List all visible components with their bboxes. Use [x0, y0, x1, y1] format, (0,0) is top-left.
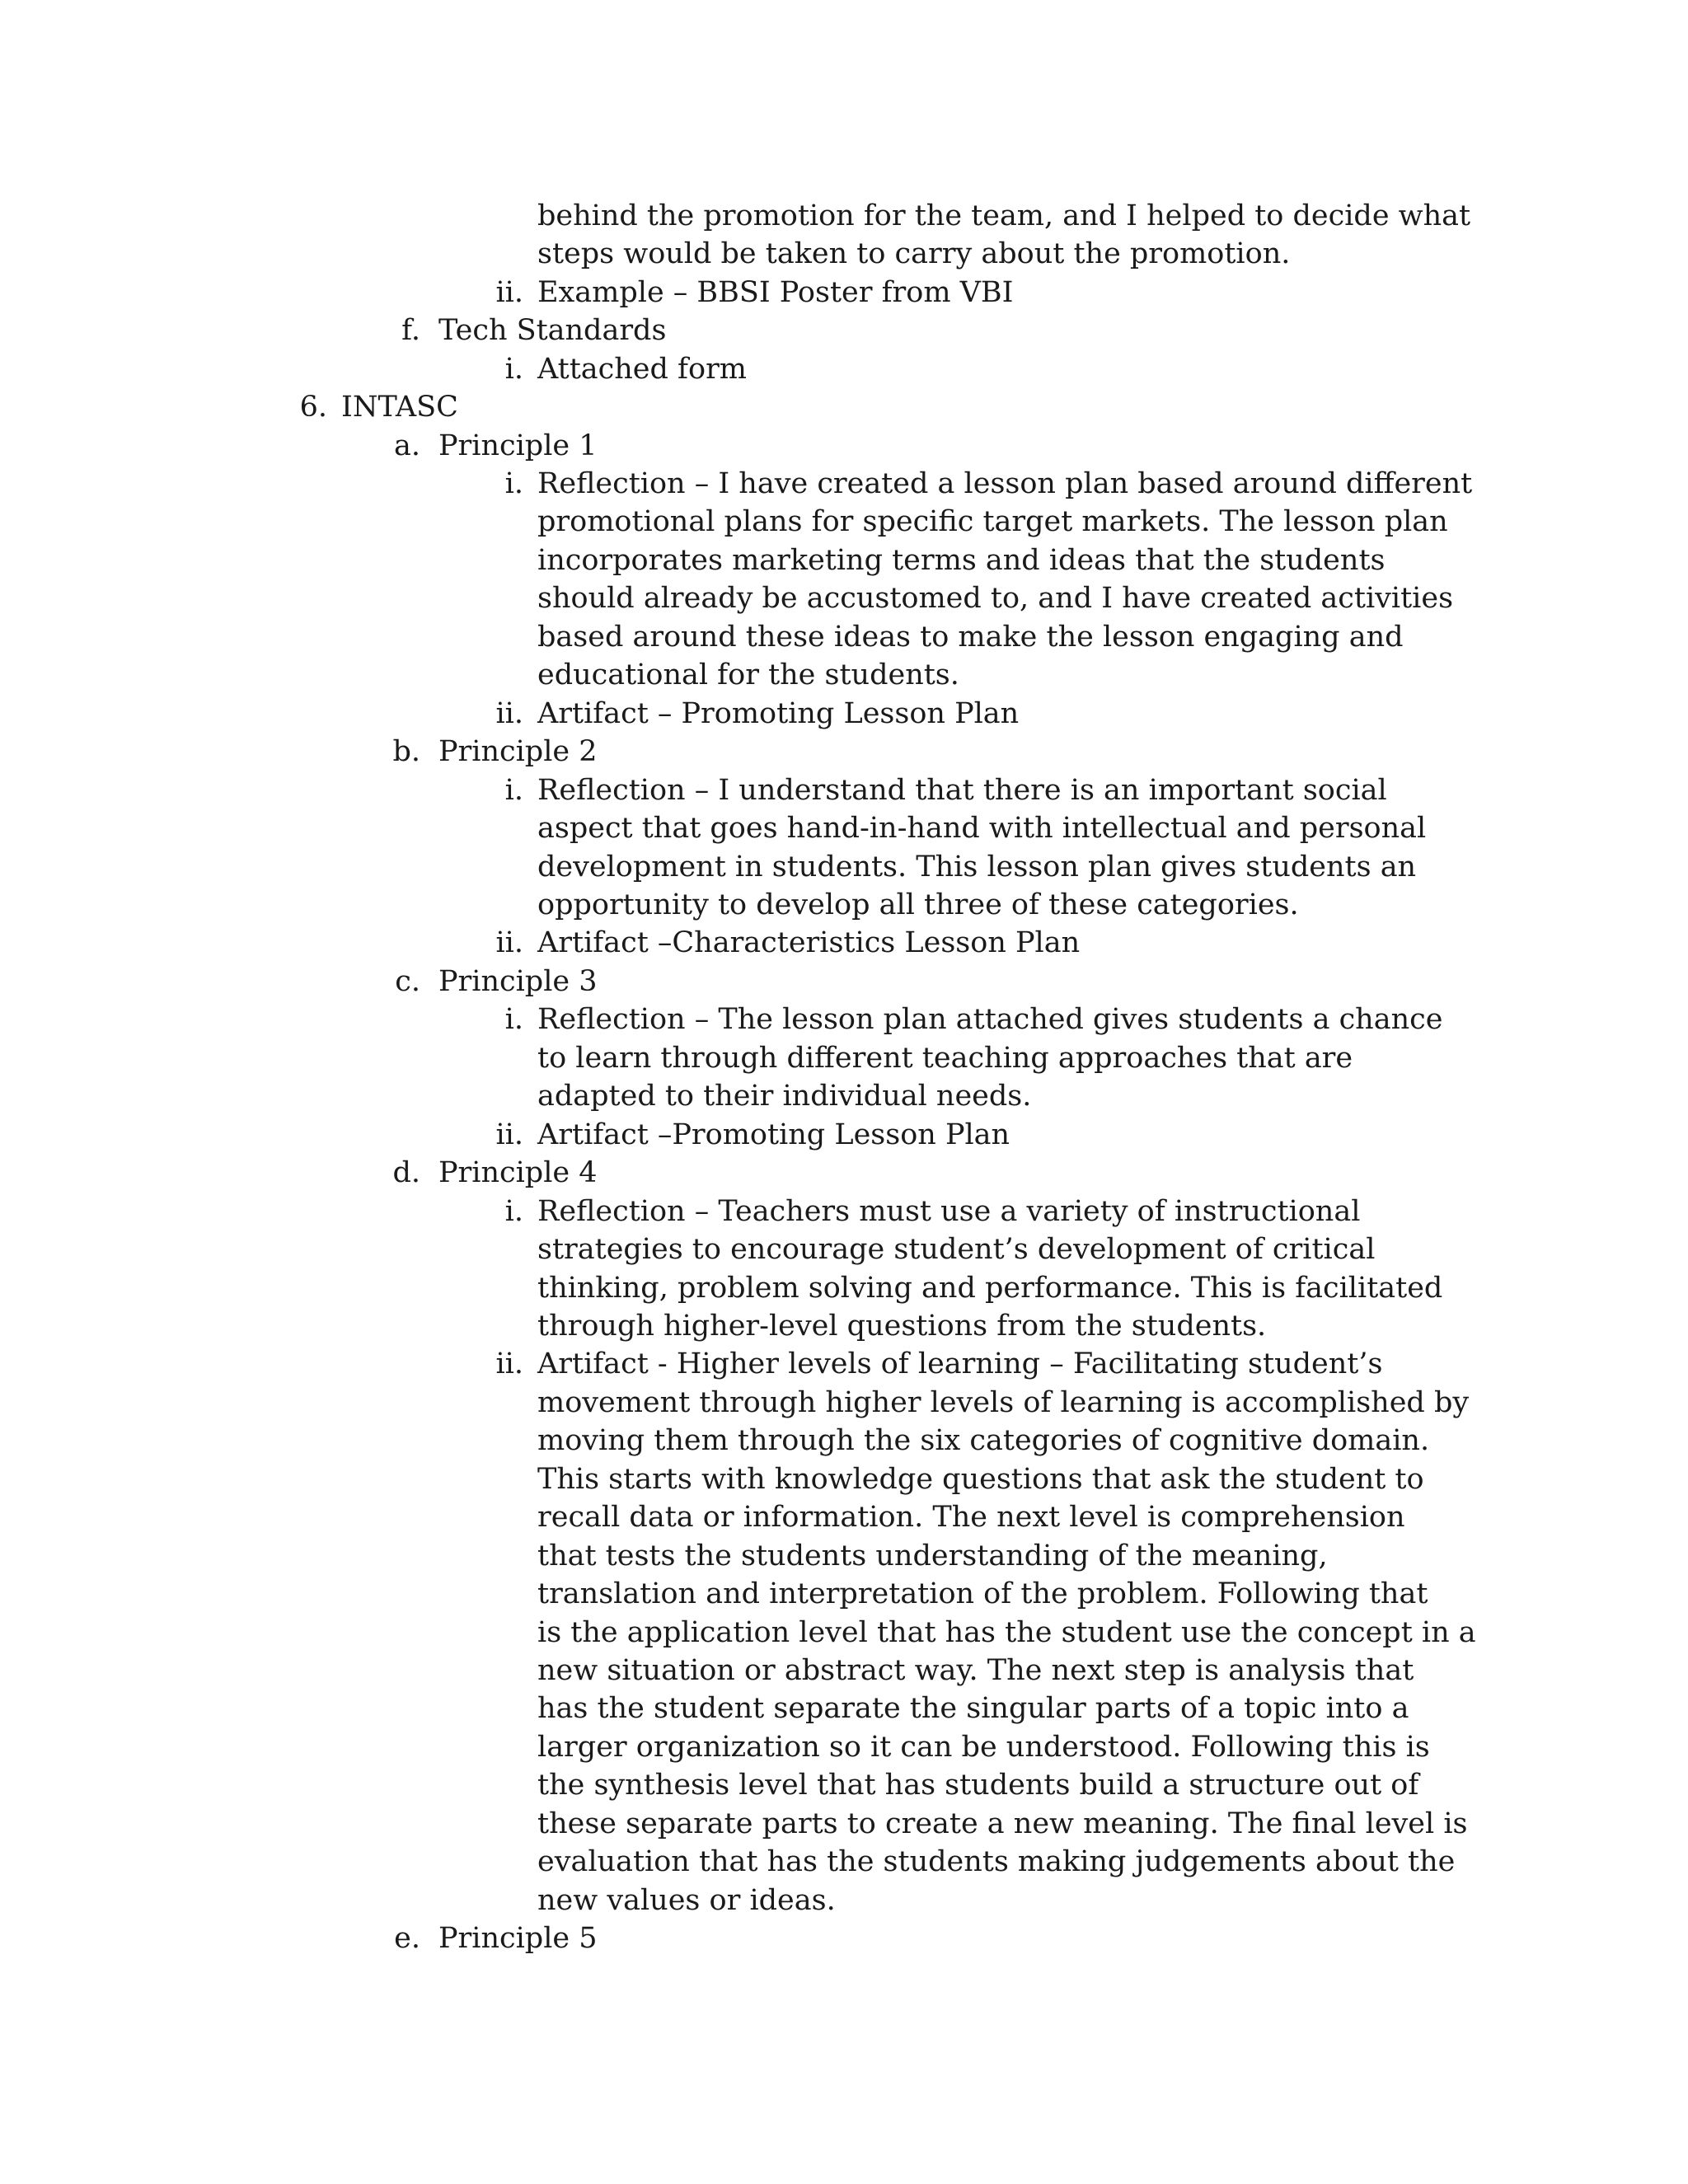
list-marker: i.	[504, 353, 523, 386]
artifact-line: the synthesis level that has students build a structure out of	[537, 1769, 1419, 1802]
list-marker: ii.	[495, 1118, 523, 1151]
continuation-line: behind the promotion for the team, and I helped to decide what	[537, 199, 1471, 232]
reflection-line: incorporates marketing terms and ideas that the students	[537, 544, 1386, 577]
principle-heading: Principle 3	[438, 965, 598, 998]
attached-form-item: Attached form	[537, 353, 747, 386]
continuation-line: steps would be taken to carry about the promotion.	[537, 237, 1291, 270]
tech-standards-heading: Tech Standards	[438, 314, 667, 347]
reflection-line: development in students. This lesson plan gives students an	[537, 851, 1417, 883]
artifact-line: larger organization so it can be understood. Following this is	[537, 1731, 1430, 1764]
artifact-line: Artifact –Promoting Lesson Plan	[537, 1118, 1010, 1151]
reflection-line: through higher-level questions from the students.	[537, 1310, 1267, 1343]
artifact-line: that tests the students understanding of the meaning,	[537, 1540, 1328, 1572]
list-marker: f.	[401, 314, 420, 347]
list-marker: b.	[392, 735, 420, 768]
intasc-heading: INTASC	[341, 391, 458, 424]
artifact-line: has the student separate the singular parts of a topic into a	[537, 1692, 1409, 1725]
list-marker: ii.	[495, 926, 523, 959]
artifact-line: these separate parts to create a new meaning. The final level is	[537, 1807, 1468, 1840]
artifact-line: new situation or abstract way. The next step is analysis that	[537, 1654, 1414, 1687]
reflection-line: promotional plans for specific target markets. The lesson plan	[537, 505, 1448, 538]
principle-heading: Principle 4	[438, 1156, 598, 1189]
reflection-line: Reflection – The lesson plan attached gives students a chance	[537, 1003, 1443, 1036]
list-marker: i.	[504, 467, 523, 500]
list-marker: ii.	[495, 1347, 523, 1380]
reflection-line: to learn through different teaching approaches that are	[537, 1042, 1353, 1075]
artifact-line: moving them through the six categories of cognitive domain.	[537, 1424, 1430, 1457]
artifact-line: new values or ideas.	[537, 1884, 836, 1917]
list-marker: ii.	[495, 697, 523, 730]
artifact-line: Artifact - Higher levels of learning – Facilitating student’s	[537, 1347, 1383, 1380]
artifact-line: evaluation that has the students making judgements about the	[537, 1845, 1456, 1878]
artifact-line: recall data or information. The next level is comprehension	[537, 1501, 1405, 1534]
reflection-line: Reflection – Teachers must use a variety of instructional	[537, 1195, 1361, 1228]
list-marker: c.	[395, 965, 420, 998]
reflection-line: based around these ideas to make the lesson engaging and	[537, 621, 1404, 654]
list-marker: e.	[394, 1922, 420, 1955]
principle-heading: Principle 1	[438, 429, 598, 462]
list-marker: d.	[392, 1156, 420, 1189]
reflection-line: opportunity to develop all three of these categories.	[537, 888, 1299, 921]
reflection-line: adapted to their individual needs.	[537, 1080, 1032, 1113]
list-marker: a.	[394, 429, 420, 462]
artifact-line: Artifact –Characteristics Lesson Plan	[537, 926, 1081, 959]
list-marker: 6.	[299, 391, 327, 424]
example-item: Example – BBSI Poster from VBI	[537, 276, 1014, 309]
principle-heading: Principle 5	[438, 1922, 598, 1955]
artifact-line: translation and interpretation of the problem. Following that	[537, 1577, 1428, 1610]
artifact-line: Artifact – Promoting Lesson Plan	[537, 697, 1020, 730]
reflection-line: aspect that goes hand-in-hand with intellectual and personal	[537, 812, 1427, 845]
principle-heading: Principle 2	[438, 735, 598, 768]
list-marker: i.	[504, 774, 523, 807]
reflection-line: Reflection – I understand that there is an important social	[537, 774, 1387, 807]
reflection-line: strategies to encourage student’s development of critical	[537, 1233, 1376, 1266]
artifact-line: movement through higher levels of learning is accomplished by	[537, 1386, 1470, 1419]
artifact-line: is the application level that has the student use the concept in a	[537, 1616, 1476, 1649]
reflection-line: Reflection – I have created a lesson plan based around different	[537, 467, 1473, 500]
list-marker: i.	[504, 1195, 523, 1228]
list-marker: ii.	[495, 276, 523, 309]
list-marker: i.	[504, 1003, 523, 1036]
reflection-line: thinking, problem solving and performance. This is facilitated	[537, 1272, 1443, 1305]
reflection-line: should already be accustomed to, and I have created activities	[537, 582, 1454, 615]
artifact-line: This starts with knowledge questions that ask the student to	[537, 1463, 1424, 1496]
reflection-line: educational for the students.	[537, 658, 959, 691]
